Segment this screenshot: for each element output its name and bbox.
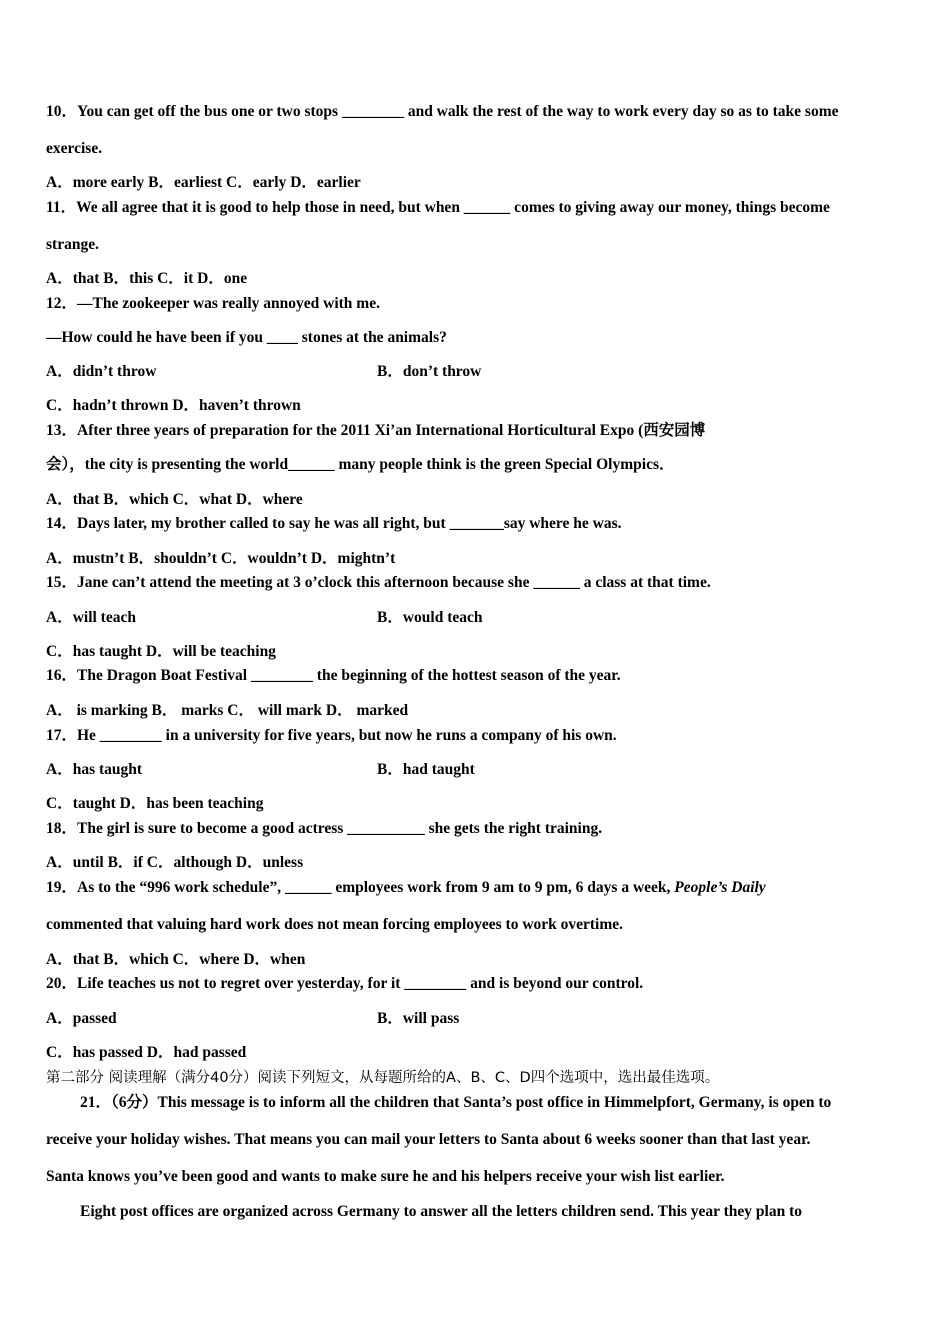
q12-stem-cont: —How could he have been if you ____ stones at the animals? bbox=[46, 329, 447, 346]
q19-stem-cont: commented that valuing hard work does not mean forcing employees to work overtime. bbox=[46, 916, 624, 933]
q14-options: A．mustn’t B．shouldn’t C．wouldn’t D．mightn’t bbox=[46, 550, 396, 567]
q11-stem-cont: strange. bbox=[46, 236, 99, 253]
q11-options: A．that B．this C．it D．one bbox=[46, 270, 248, 287]
q21-passage-line4: Eight post offices are organized across Germany to answer all the letters children send. This year they plan to bbox=[80, 1203, 803, 1220]
q18-stem: 18．The girl is sure to become a good actress __________ she gets the right training. bbox=[46, 820, 603, 837]
q16-options: A． is marking B． marks C． will mark D． marked bbox=[46, 702, 409, 719]
q11-stem: 11．We all agree that it is good to help those in need, but when ______ comes to giving away our money, things become bbox=[46, 199, 830, 216]
q15-option-a: A．will teach bbox=[46, 609, 136, 626]
q13-stem: 13．After three years of preparation for the 2011 Xi’an International Horticultural Expo (西安园博 bbox=[46, 422, 706, 439]
q18-options: A．until B．if C．although D．unless bbox=[46, 854, 304, 871]
q20-option-b: B．will pass bbox=[377, 1010, 460, 1027]
q20-options-cd: C．has passed D．had passed bbox=[46, 1044, 247, 1061]
q12-options-cd: C．hadn’t thrown D．haven’t thrown bbox=[46, 397, 301, 414]
q17-stem: 17．He ________ in a university for five years, but now he runs a company of his own. bbox=[46, 727, 617, 744]
q17-option-a: A．has taught bbox=[46, 761, 143, 778]
q13-options: A．that B．which C．what D．where bbox=[46, 491, 303, 508]
q14-stem: 14．Days later, my brother called to say he was all right, but _______say where he was. bbox=[46, 515, 622, 532]
q21-passage-line2: receive your holiday wishes. That means you can mail your letters to Santa about 6 weeks sooner than that last year. bbox=[46, 1131, 811, 1148]
q12-option-b: B．don’t throw bbox=[377, 363, 482, 380]
q19-stem-source: People’s Daily bbox=[674, 879, 766, 896]
q12-stem: 12．—The zookeeper was really annoyed with me. bbox=[46, 295, 380, 312]
q20-option-a: A．passed bbox=[46, 1010, 117, 1027]
q20-stem: 20．Life teaches us not to regret over yesterday, for it ________ and is beyond our control. bbox=[46, 975, 644, 992]
q19-options: A．that B．which C．where D．when bbox=[46, 951, 306, 968]
part2-heading: 第二部分 阅读理解（满分40分）阅读下列短文，从每题所给的A、B、C、D四个选项中，选出最佳选项。 bbox=[46, 1070, 720, 1086]
q10-stem-cont: exercise. bbox=[46, 140, 103, 157]
q13-stem-cont: 会），the city is presenting the world______ many people think is the green Special Olympics． bbox=[46, 456, 675, 473]
q21-passage-line3: Santa knows you’ve been good and wants to make sure he and his helpers receive your wish list earlier. bbox=[46, 1168, 725, 1185]
q17-option-b: B．had taught bbox=[377, 761, 475, 778]
q10-stem: 10．You can get off the bus one or two stops ________ and walk the rest of the way to work every day so as to take some bbox=[46, 103, 839, 120]
q10-options: A．more early B．earliest C．early D．earlier bbox=[46, 174, 361, 191]
q19-stem bbox=[46, 878, 766, 898]
q21-passage-line1: 21．（6分）This message is to inform all the children that Santa’s post office in Himmelpfort, Germany, is open to bbox=[80, 1094, 832, 1111]
q12-option-a: A．didn’t throw bbox=[46, 363, 157, 380]
q15-options-cd: C．has taught D．will be teaching bbox=[46, 643, 276, 660]
q15-option-b: B．would teach bbox=[377, 609, 483, 626]
q15-stem: 15．Jane can’t attend the meeting at 3 o’clock this afternoon because she ______ a class at that time. bbox=[46, 574, 711, 591]
q19-stem-text: 19．As to the “996 work schedule”, ______ employees work from 9 am to 9 pm, 6 days a week, bbox=[46, 879, 675, 896]
q17-options-cd: C．taught D．has been teaching bbox=[46, 795, 264, 812]
q16-stem: 16．The Dragon Boat Festival ________ the beginning of the hottest season of the year. bbox=[46, 667, 621, 684]
